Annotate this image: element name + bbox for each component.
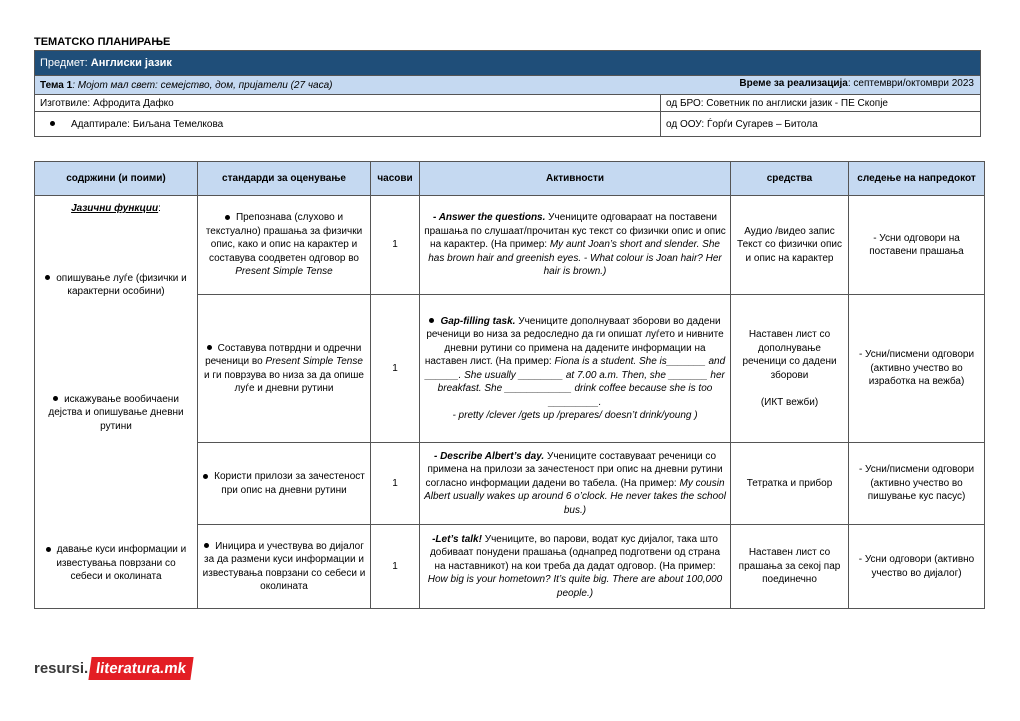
table-header-row — [35, 162, 985, 196]
adapted-cell: Адаптирале: Биљана Темелкова — [35, 112, 661, 137]
progress-cell: - Усни одговори на поставени прашања — [849, 196, 985, 295]
activity-cell: - Answer the questions. Учениците одговараат на поставени прашања по слушаат/прочитан кус текст со физички опис и опис на карактер. (На пример: My aunt Joan’s short and slender. She has brown hair and greenish eyes. - What colour is Joan hair? Her hair is brown.) — [420, 196, 731, 295]
col-hours: часови — [371, 162, 420, 196]
hours-cell: 1 — [371, 196, 420, 295]
planning-table — [34, 161, 985, 609]
activity-cell: -Let’s talk! Учениците, во парови, водат кус дијалог, така што добиваат понудени прашања (однапред подготвени од страна на наставникот) на кои треба да дадат одговор. (На пример: How big is your hometown? It’s quite big. There are about 100,000 people.) — [420, 525, 731, 609]
standard-cell: Препознава (слухово и текстуално) прашања за физички опис, како и опис на карактер и составува соодветен одговор во Present Simple Tense — [198, 196, 371, 295]
hours-cell: 1 — [371, 295, 420, 443]
col-content: содржини (и поими) — [35, 162, 198, 196]
means-cell: Наставен лист со дополнување реченици со дадени зборови (ИКТ вежби) — [731, 295, 849, 443]
standard-cell: Составува потврдни и одречни реченици во Present Simple Tense и ги поврзува во низа за да опише луѓе и дневни рутини — [198, 295, 371, 443]
document-title: ТЕМАТСКО ПЛАНИРАЊЕ — [34, 36, 171, 48]
means-cell: Наставен лист со прашања за секој пар поединечно — [731, 525, 849, 609]
means-cell: Аудио /видео запис Текст со физички опис и опис на карактер — [731, 196, 849, 295]
col-means: средства — [731, 162, 849, 196]
col-standards: стандарди за оценување — [198, 162, 371, 196]
theme-cell: Тема 1: Мојот мал свет: семејство, дом, пријатели (27 часа) Време за реализација: септември/октомври 2023 — [35, 76, 981, 95]
hours-cell: 1 — [371, 443, 420, 525]
subject-cell: Предмет: Англиски јазик — [35, 51, 981, 76]
table-row — [35, 196, 985, 295]
content-cell: Јазични функции: опишување луѓе (физички и карактерни особини) искажување вообичаени дејства и опишување дневни рутини давање куси информации и известувања поврзани со себеси и околината — [35, 196, 198, 609]
hours-cell: 1 — [371, 525, 420, 609]
progress-cell: - Усни/писмени одговори (активно учество во пишување кус пасус) — [849, 443, 985, 525]
col-progress: следење на напредокот — [849, 162, 985, 196]
activity-cell: Gap-filling task. Учениците дополнуваат зборови во дадени реченици во низа за редоследно да ги опишат луѓето и нивните дневни рутини со примена на дадените информации на наставен лист. (На пример: Fiona is a student. She is_______ and ______. She usually ________ at 7.00 a.m. Then, she _______ her breakfast. She ____________ drink coffee because she is too _________. - pretty /clever /gets up /prepares/ doesn’t drink/young ) — [420, 295, 731, 443]
means-cell: Тетратка и прибор — [731, 443, 849, 525]
col-activities: Активности — [420, 162, 731, 196]
progress-cell: - Усни/писмени одговори (активно учество во изработка на вежба) — [849, 295, 985, 443]
author-cell: Изготвиле: Афродита Дафко — [35, 95, 661, 112]
bro-cell: од БРО: Советник по англиски јазик - ПЕ Скопје — [661, 95, 981, 112]
header-table — [34, 50, 981, 137]
activity-cell: - Describe Albert’s day. Учениците составуваат реченици со примена на прилози за зачестеност при опис на дневни рутини согласно информации дадени во табела. (На пример: My cousin Albert usually wakes up around 6 o’clock. He never takes the school bus.) — [420, 443, 731, 525]
progress-cell: - Усни одговори (активно учество во дијалог) — [849, 525, 985, 609]
standard-cell: Користи прилози за зачестеност при опис на дневни рутини — [198, 443, 371, 525]
site-logo: resursi. literatura.mk — [34, 657, 192, 680]
oou-cell: од ООУ: Ѓорѓи Сугарев – Битола — [661, 112, 981, 137]
standard-cell: Иницира и учествува во дијалог за да размени куси информации и известувања поврзани со себеси и околината — [198, 525, 371, 609]
